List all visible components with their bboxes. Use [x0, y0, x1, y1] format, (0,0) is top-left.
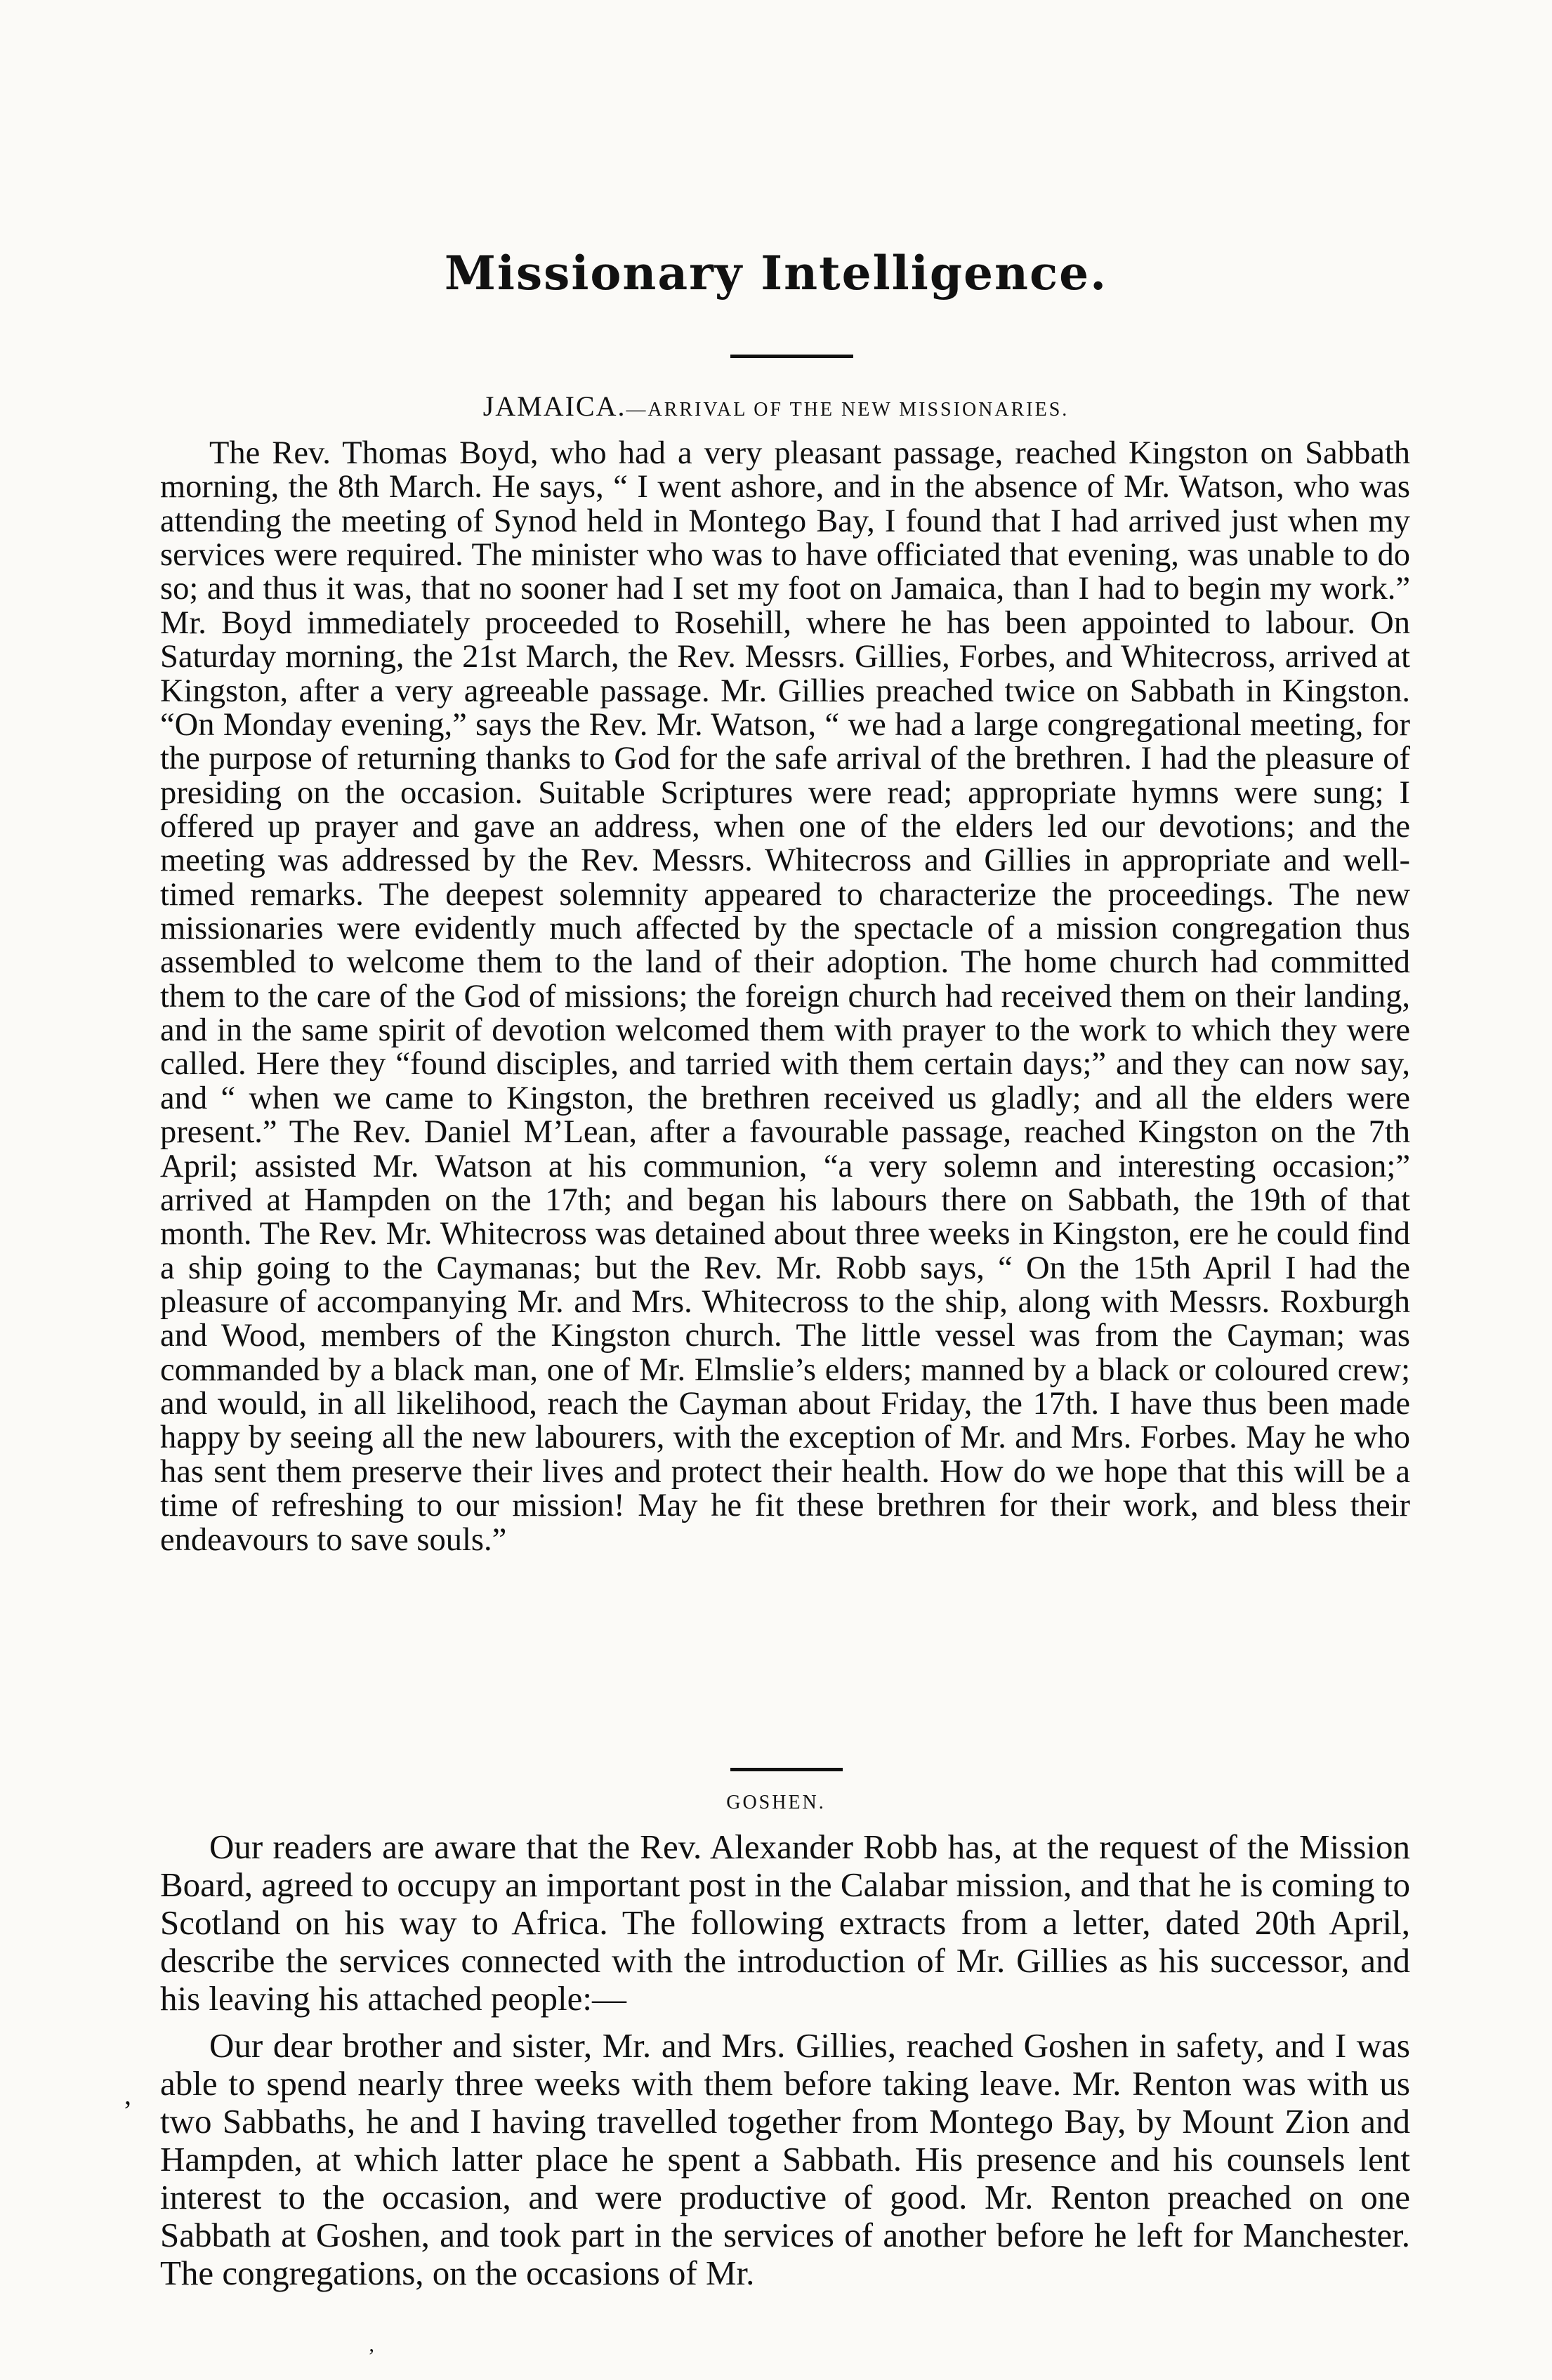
goshen-paragraph-2: Our dear brother and sister, Mr. and Mrs. Gillies, reached Goshen in safety, and I was able to spend nearly three weeks with them before taking leave. Mr. Renton was with us two Sabbaths, he and I having travelled together from Montego Bay, by Mount Zion and Hampden, at which latter place he spent a Sabbath. His presence and his counsels lent interest to the occasion, and were productive of good. Mr. Renton preached on one Sabbath at Goshen, and took part in the services of another before he left for Manchester. The congregations, on the occasions of Mr.	[160, 2026, 1410, 2292]
goshen-article	[160, 1828, 1410, 2292]
heading-rule	[730, 355, 853, 358]
jamaica-article	[160, 437, 1410, 1557]
section-title-jamaica-sub: —ARRIVAL OF THE NEW MISSIONARIES.	[626, 399, 1070, 421]
page-heading: Missionary Intelligence.	[444, 246, 1108, 300]
foot-mark: ‚	[368, 2333, 375, 2356]
goshen-paragraph-1: Our readers are aware that the Rev. Alexander Robb has, at the request of the Mission Board, agreed to occupy an important post in the Calabar mission, and that he is coming to Scotland on his way to Africa. The following extracts from a letter, dated 20th April, describe the services connected with the introduction of Mr. Gillies as his successor, and his leaving his attached people:—	[160, 1827, 1410, 2018]
section-title-goshen: GOSHEN.	[726, 1792, 826, 1813]
section-title-jamaica	[0, 390, 1552, 423]
section-title-jamaica-main: JAMAICA.	[482, 390, 626, 422]
jamaica-paragraph: The Rev. Thomas Boyd, who had a very pleasant passage, reached Kingston on Sabbath morning, the 8th March. He says, “ I went ashore, and in the absence of Mr. Watson, who was attending the meeting of Synod held in Montego Bay, I found that I had arrived just when my services were required. The minister who was to have officiated that evening, was unable to do so; and thus it was, that no sooner had I set my foot on Jamaica, than I had to begin my work.” Mr. Boyd immediately proceeded to Rosehill, where he has been appointed to labour. On Saturday morning, the 21st March, the Rev. Messrs. Gillies, Forbes, and Whitecross, arrived at Kingston, after a very agreeable passage. Mr. Gillies preached twice on Sabbath in Kingston. “On Monday evening,” says the Rev. Mr. Watson, “ we had a large congregational meeting, for the purpose of returning thanks to God for the safe arrival of the brethren. I had the pleasure of presiding on the occasion. Suitable Scriptures were read; appropriate hymns were sung; I offered up prayer and gave an address, when one of the elders led our devotions; and the meeting was addressed by the Rev. Messrs. Whitecross and Gillies in appropriate and well-timed remarks. The deepest solemnity appeared to characterize the proceedings. The new missionaries were evidently much affected by the spectacle of a mission congregation thus assembled to welcome them to the land of their adoption. The home church had committed them to the care of the God of missions; the foreign church had received them on their landing, and in the same spirit of devotion welcomed them with prayer to the work to which they were called. Here they “found disciples, and tarried with them certain days;” and they can now say, and “ when we came to Kingston, the brethren received us gladly; and all the elders were present.” The Rev. Daniel M’Lean, after a favourable passage, reached Kingston on the 7th April; assisted Mr. Watson at his communion, “a very solemn and interesting occasion;” arrived at Hampden on the 17th; and began his labours there on Sabbath, the 19th of that month. The Rev. Mr. Whitecross was detained about three weeks in Kingston, ere he could find a ship going to the Caymanas; but the Rev. Mr. Robb says, “ On the 15th April I had the pleasure of accompanying Mr. and Mrs. Whitecross to the ship, along with Messrs. Roxburgh and Wood, members of the Kingston church. The little vessel was from the Cayman; was commanded by a black man, one of Mr. Elmslie’s elders; manned by a black or coloured crew; and would, in all likelihood, reach the Cayman about Friday, the 17th. I have thus been made happy by seeing all the new labourers, with the exception of Mr. and Mrs. Forbes. May he who has sent them preserve their lives and protect their health. How do we hope that this will be a time of refreshing to our mission! May he fit these brethren for their work, and bless their endeavours to save souls.”	[160, 435, 1410, 1558]
margin-mark: ‚	[123, 2079, 133, 2110]
section-divider	[730, 1768, 843, 1771]
